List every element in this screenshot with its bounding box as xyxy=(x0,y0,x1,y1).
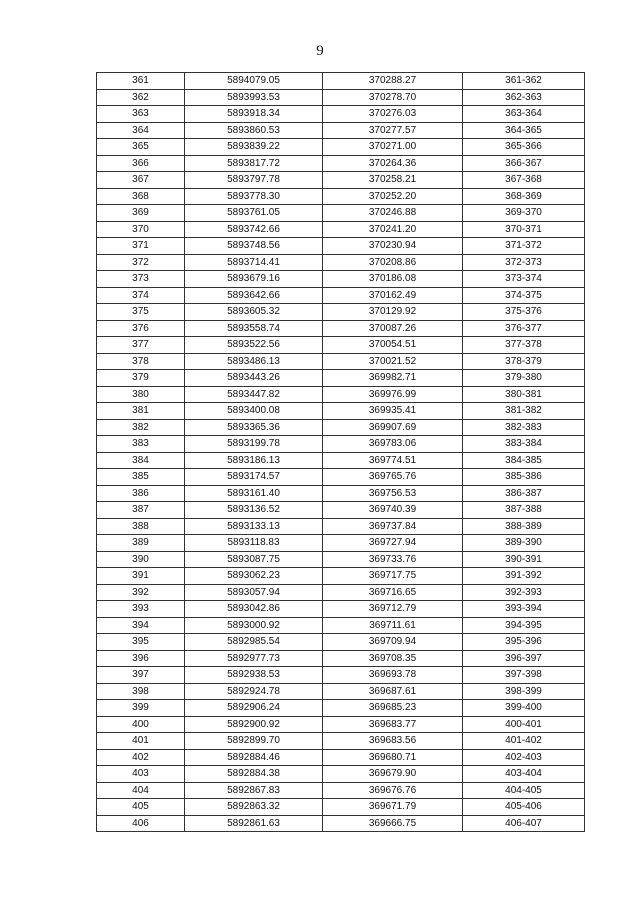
y-coordinate-cell: 370276.03 xyxy=(323,106,463,123)
segment-cell: 377-378 xyxy=(463,337,585,354)
segment-cell: 369-370 xyxy=(463,205,585,222)
x-coordinate-cell: 5893186.13 xyxy=(185,452,323,469)
segment-cell: 390-391 xyxy=(463,551,585,568)
table-row xyxy=(97,89,585,106)
y-coordinate-cell: 369907.69 xyxy=(323,419,463,436)
table-row xyxy=(97,551,585,568)
table-row xyxy=(97,172,585,189)
point-number-cell: 374 xyxy=(97,287,185,304)
segment-cell: 373-374 xyxy=(463,271,585,288)
segment-cell: 382-383 xyxy=(463,419,585,436)
segment-cell: 395-396 xyxy=(463,634,585,651)
x-coordinate-cell: 5893642.66 xyxy=(185,287,323,304)
segment-cell: 391-392 xyxy=(463,568,585,585)
segment-cell: 400-401 xyxy=(463,716,585,733)
point-number-cell: 373 xyxy=(97,271,185,288)
y-coordinate-cell: 369982.71 xyxy=(323,370,463,387)
x-coordinate-cell: 5893714.41 xyxy=(185,254,323,271)
point-number-cell: 403 xyxy=(97,766,185,783)
y-coordinate-cell: 369712.79 xyxy=(323,601,463,618)
segment-cell: 398-399 xyxy=(463,683,585,700)
x-coordinate-cell: 5893133.13 xyxy=(185,518,323,535)
y-coordinate-cell: 370021.52 xyxy=(323,353,463,370)
x-coordinate-cell: 5892884.38 xyxy=(185,766,323,783)
x-coordinate-cell: 5893918.34 xyxy=(185,106,323,123)
x-coordinate-cell: 5893062.23 xyxy=(185,568,323,585)
table-row xyxy=(97,106,585,123)
table-row xyxy=(97,518,585,535)
table-row xyxy=(97,221,585,238)
x-coordinate-cell: 5893443.26 xyxy=(185,370,323,387)
point-number-cell: 390 xyxy=(97,551,185,568)
table-row xyxy=(97,568,585,585)
table-row xyxy=(97,716,585,733)
segment-cell: 385-386 xyxy=(463,469,585,486)
point-number-cell: 383 xyxy=(97,436,185,453)
y-coordinate-cell: 370271.00 xyxy=(323,139,463,156)
table-row xyxy=(97,485,585,502)
y-coordinate-cell: 369693.78 xyxy=(323,667,463,684)
segment-cell: 363-364 xyxy=(463,106,585,123)
x-coordinate-cell: 5892906.24 xyxy=(185,700,323,717)
point-number-cell: 402 xyxy=(97,749,185,766)
segment-cell: 364-365 xyxy=(463,122,585,139)
table-row xyxy=(97,667,585,684)
table-row xyxy=(97,304,585,321)
y-coordinate-cell: 369708.35 xyxy=(323,650,463,667)
x-coordinate-cell: 5893860.53 xyxy=(185,122,323,139)
table-row xyxy=(97,205,585,222)
segment-cell: 396-397 xyxy=(463,650,585,667)
segment-cell: 406-407 xyxy=(463,815,585,832)
x-coordinate-cell: 5893558.74 xyxy=(185,320,323,337)
table-row xyxy=(97,469,585,486)
point-number-cell: 387 xyxy=(97,502,185,519)
x-coordinate-cell: 5892863.32 xyxy=(185,799,323,816)
x-coordinate-cell: 5892977.73 xyxy=(185,650,323,667)
segment-cell: 401-402 xyxy=(463,733,585,750)
y-coordinate-cell: 370208.86 xyxy=(323,254,463,271)
table-row xyxy=(97,188,585,205)
y-coordinate-cell: 369935.41 xyxy=(323,403,463,420)
x-coordinate-cell: 5893522.56 xyxy=(185,337,323,354)
table-row xyxy=(97,238,585,255)
point-number-cell: 370 xyxy=(97,221,185,238)
point-number-cell: 380 xyxy=(97,386,185,403)
x-coordinate-cell: 5893199.78 xyxy=(185,436,323,453)
y-coordinate-cell: 370288.27 xyxy=(323,73,463,90)
y-coordinate-cell: 369765.76 xyxy=(323,469,463,486)
table-row xyxy=(97,271,585,288)
table-row xyxy=(97,419,585,436)
x-coordinate-cell: 5893136.52 xyxy=(185,502,323,519)
segment-cell: 388-389 xyxy=(463,518,585,535)
x-coordinate-cell: 5892899.70 xyxy=(185,733,323,750)
y-coordinate-cell: 369671.79 xyxy=(323,799,463,816)
segment-cell: 372-373 xyxy=(463,254,585,271)
x-coordinate-cell: 5894079.05 xyxy=(185,73,323,90)
table-row xyxy=(97,617,585,634)
segment-cell: 383-384 xyxy=(463,436,585,453)
segment-cell: 365-366 xyxy=(463,139,585,156)
point-number-cell: 378 xyxy=(97,353,185,370)
segment-cell: 397-398 xyxy=(463,667,585,684)
y-coordinate-cell: 369756.53 xyxy=(323,485,463,502)
y-coordinate-cell: 369680.71 xyxy=(323,749,463,766)
table-row xyxy=(97,650,585,667)
point-number-cell: 382 xyxy=(97,419,185,436)
table-row xyxy=(97,122,585,139)
segment-cell: 405-406 xyxy=(463,799,585,816)
x-coordinate-cell: 5892867.83 xyxy=(185,782,323,799)
y-coordinate-cell: 369687.61 xyxy=(323,683,463,700)
table-row xyxy=(97,683,585,700)
point-number-cell: 362 xyxy=(97,89,185,106)
point-number-cell: 386 xyxy=(97,485,185,502)
y-coordinate-cell: 369783.06 xyxy=(323,436,463,453)
y-coordinate-cell: 369679.90 xyxy=(323,766,463,783)
x-coordinate-cell: 5893778.30 xyxy=(185,188,323,205)
y-coordinate-cell: 369676.76 xyxy=(323,782,463,799)
table-row xyxy=(97,436,585,453)
y-coordinate-cell: 369711.61 xyxy=(323,617,463,634)
point-number-cell: 393 xyxy=(97,601,185,618)
y-coordinate-cell: 370087.26 xyxy=(323,320,463,337)
y-coordinate-cell: 369685.23 xyxy=(323,700,463,717)
point-number-cell: 375 xyxy=(97,304,185,321)
point-number-cell: 396 xyxy=(97,650,185,667)
point-number-cell: 389 xyxy=(97,535,185,552)
segment-cell: 402-403 xyxy=(463,749,585,766)
point-number-cell: 369 xyxy=(97,205,185,222)
point-number-cell: 381 xyxy=(97,403,185,420)
segment-cell: 371-372 xyxy=(463,238,585,255)
y-coordinate-cell: 370264.36 xyxy=(323,155,463,172)
x-coordinate-cell: 5893839.22 xyxy=(185,139,323,156)
x-coordinate-cell: 5893161.40 xyxy=(185,485,323,502)
table-row xyxy=(97,155,585,172)
point-number-cell: 385 xyxy=(97,469,185,486)
table-row xyxy=(97,139,585,156)
y-coordinate-cell: 370278.70 xyxy=(323,89,463,106)
y-coordinate-cell: 370277.57 xyxy=(323,122,463,139)
segment-cell: 389-390 xyxy=(463,535,585,552)
y-coordinate-cell: 369976.99 xyxy=(323,386,463,403)
x-coordinate-cell: 5892938.53 xyxy=(185,667,323,684)
table-row xyxy=(97,634,585,651)
table-row xyxy=(97,799,585,816)
segment-cell: 394-395 xyxy=(463,617,585,634)
table-row xyxy=(97,700,585,717)
segment-cell: 399-400 xyxy=(463,700,585,717)
point-number-cell: 391 xyxy=(97,568,185,585)
table-row xyxy=(97,452,585,469)
y-coordinate-cell: 369774.51 xyxy=(323,452,463,469)
y-coordinate-cell: 369709.94 xyxy=(323,634,463,651)
x-coordinate-cell: 5892861.63 xyxy=(185,815,323,832)
segment-cell: 375-376 xyxy=(463,304,585,321)
x-coordinate-cell: 5893174.57 xyxy=(185,469,323,486)
segment-cell: 387-388 xyxy=(463,502,585,519)
segment-cell: 367-368 xyxy=(463,172,585,189)
point-number-cell: 365 xyxy=(97,139,185,156)
y-coordinate-cell: 370186.08 xyxy=(323,271,463,288)
segment-cell: 386-387 xyxy=(463,485,585,502)
segment-cell: 404-405 xyxy=(463,782,585,799)
table-row xyxy=(97,584,585,601)
point-number-cell: 405 xyxy=(97,799,185,816)
x-coordinate-cell: 5892985.54 xyxy=(185,634,323,651)
table-row xyxy=(97,766,585,783)
table-row xyxy=(97,535,585,552)
segment-cell: 376-377 xyxy=(463,320,585,337)
x-coordinate-cell: 5893797.78 xyxy=(185,172,323,189)
y-coordinate-cell: 370241.20 xyxy=(323,221,463,238)
segment-cell: 370-371 xyxy=(463,221,585,238)
table-row xyxy=(97,502,585,519)
x-coordinate-cell: 5893447.82 xyxy=(185,386,323,403)
point-number-cell: 399 xyxy=(97,700,185,717)
page-number: 9 xyxy=(316,43,324,59)
table-row xyxy=(97,254,585,271)
table-row xyxy=(97,353,585,370)
segment-cell: 362-363 xyxy=(463,89,585,106)
point-number-cell: 388 xyxy=(97,518,185,535)
point-number-cell: 379 xyxy=(97,370,185,387)
table-row xyxy=(97,370,585,387)
point-number-cell: 406 xyxy=(97,815,185,832)
table-row xyxy=(97,601,585,618)
point-number-cell: 364 xyxy=(97,122,185,139)
point-number-cell: 367 xyxy=(97,172,185,189)
point-number-cell: 366 xyxy=(97,155,185,172)
point-number-cell: 376 xyxy=(97,320,185,337)
x-coordinate-cell: 5893761.05 xyxy=(185,205,323,222)
x-coordinate-cell: 5893742.66 xyxy=(185,221,323,238)
y-coordinate-cell: 369737.84 xyxy=(323,518,463,535)
point-number-cell: 371 xyxy=(97,238,185,255)
y-coordinate-cell: 370246.88 xyxy=(323,205,463,222)
x-coordinate-cell: 5893748.56 xyxy=(185,238,323,255)
point-number-cell: 363 xyxy=(97,106,185,123)
segment-cell: 393-394 xyxy=(463,601,585,618)
point-number-cell: 372 xyxy=(97,254,185,271)
x-coordinate-cell: 5893679.16 xyxy=(185,271,323,288)
y-coordinate-cell: 369717.75 xyxy=(323,568,463,585)
x-coordinate-cell: 5893118.83 xyxy=(185,535,323,552)
table-row xyxy=(97,733,585,750)
x-coordinate-cell: 5893057.94 xyxy=(185,584,323,601)
table-row xyxy=(97,782,585,799)
table-row xyxy=(97,749,585,766)
y-coordinate-cell: 370258.21 xyxy=(323,172,463,189)
table-row xyxy=(97,320,585,337)
x-coordinate-cell: 5892884.46 xyxy=(185,749,323,766)
segment-cell: 374-375 xyxy=(463,287,585,304)
point-number-cell: 361 xyxy=(97,73,185,90)
y-coordinate-cell: 370054.51 xyxy=(323,337,463,354)
x-coordinate-cell: 5893365.36 xyxy=(185,419,323,436)
x-coordinate-cell: 5893042.86 xyxy=(185,601,323,618)
table-row xyxy=(97,815,585,832)
point-number-cell: 398 xyxy=(97,683,185,700)
y-coordinate-cell: 369683.77 xyxy=(323,716,463,733)
point-number-cell: 377 xyxy=(97,337,185,354)
point-number-cell: 395 xyxy=(97,634,185,651)
x-coordinate-cell: 5893087.75 xyxy=(185,551,323,568)
x-coordinate-cell: 5893000.92 xyxy=(185,617,323,634)
segment-cell: 366-367 xyxy=(463,155,585,172)
x-coordinate-cell: 5893817.72 xyxy=(185,155,323,172)
y-coordinate-cell: 369733.76 xyxy=(323,551,463,568)
segment-cell: 384-385 xyxy=(463,452,585,469)
y-coordinate-cell: 369683.56 xyxy=(323,733,463,750)
point-number-cell: 384 xyxy=(97,452,185,469)
point-number-cell: 394 xyxy=(97,617,185,634)
point-number-cell: 401 xyxy=(97,733,185,750)
segment-cell: 361-362 xyxy=(463,73,585,90)
x-coordinate-cell: 5893993.53 xyxy=(185,89,323,106)
y-coordinate-cell: 370162.49 xyxy=(323,287,463,304)
y-coordinate-cell: 369740.39 xyxy=(323,502,463,519)
segment-cell: 392-393 xyxy=(463,584,585,601)
segment-cell: 380-381 xyxy=(463,386,585,403)
y-coordinate-cell: 369727.94 xyxy=(323,535,463,552)
segment-cell: 379-380 xyxy=(463,370,585,387)
table-row xyxy=(97,73,585,90)
x-coordinate-cell: 5892900.92 xyxy=(185,716,323,733)
coordinates-table-body xyxy=(97,73,585,832)
x-coordinate-cell: 5893486.13 xyxy=(185,353,323,370)
coordinates-table xyxy=(96,72,585,832)
segment-cell: 403-404 xyxy=(463,766,585,783)
point-number-cell: 397 xyxy=(97,667,185,684)
x-coordinate-cell: 5893400.08 xyxy=(185,403,323,420)
segment-cell: 381-382 xyxy=(463,403,585,420)
y-coordinate-cell: 370129.92 xyxy=(323,304,463,321)
point-number-cell: 400 xyxy=(97,716,185,733)
table-row xyxy=(97,337,585,354)
y-coordinate-cell: 370230.94 xyxy=(323,238,463,255)
point-number-cell: 368 xyxy=(97,188,185,205)
table-row xyxy=(97,287,585,304)
y-coordinate-cell: 369716.65 xyxy=(323,584,463,601)
point-number-cell: 392 xyxy=(97,584,185,601)
segment-cell: 368-369 xyxy=(463,188,585,205)
table-row xyxy=(97,403,585,420)
segment-cell: 378-379 xyxy=(463,353,585,370)
x-coordinate-cell: 5893605.32 xyxy=(185,304,323,321)
point-number-cell: 404 xyxy=(97,782,185,799)
table-row xyxy=(97,386,585,403)
y-coordinate-cell: 370252.20 xyxy=(323,188,463,205)
y-coordinate-cell: 369666.75 xyxy=(323,815,463,832)
x-coordinate-cell: 5892924.78 xyxy=(185,683,323,700)
